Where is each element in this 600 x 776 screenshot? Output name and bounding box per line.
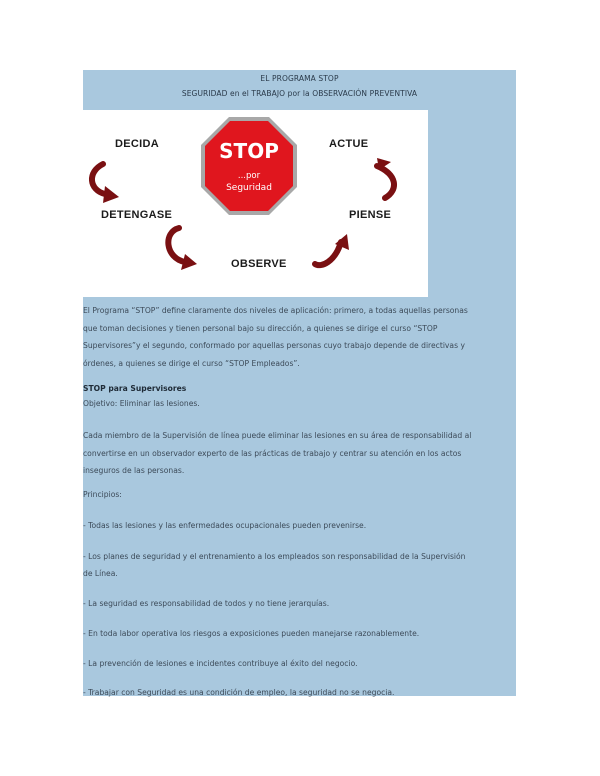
body-line: inseguros de las personas. xyxy=(83,466,185,475)
label-decida: DECIDA xyxy=(115,138,159,150)
label-actue: ACTUE xyxy=(329,138,369,150)
arrow-piense-icon xyxy=(377,166,394,198)
intro-paragraph xyxy=(83,302,513,372)
page-title: EL PROGRAMA STOP xyxy=(260,74,339,83)
intro-line: El Programa “STOP” define claramente dos niveles de aplicación: primero, a todas aquellas personas xyxy=(83,306,468,315)
section-title: STOP para Supervisores xyxy=(83,384,187,393)
label-detengase: DETENGASE xyxy=(101,209,173,221)
page-subtitle: SEGURIDAD en el TRABAJO por la OBSERVACIÓN PREVENTIVA xyxy=(181,89,418,98)
principles-label: Principios: xyxy=(83,490,122,499)
supervisors-section xyxy=(83,380,513,412)
intro-line: que toman decisiones y tienen personal bajo su dirección, a quienes se dirige el curso “STOP xyxy=(83,323,438,333)
principle-item: - Trabajar con Seguridad es una condición de empleo, la seguridad no se negocia. xyxy=(83,688,395,697)
body-line: Cada miembro de la Supervisión de línea puede eliminar las lesiones en su área de responsabilidad al xyxy=(83,431,472,440)
intro-line: Supervisores”y el segundo, conformado por aquellas personas cuyo trabajo depende de directivas y xyxy=(83,341,465,350)
label-piense: PIENSE xyxy=(349,209,392,221)
arrow-decida-icon xyxy=(92,164,105,194)
body-paragraph xyxy=(83,427,513,480)
principle-item: - Los planes de seguridad y el entrenamiento a los empleados son responsabilidad de la Supervisión xyxy=(83,552,466,561)
intro-line: órdenes, a quienes se dirige el curso “STOP Empleados”. xyxy=(83,358,300,368)
principle-item: - La seguridad es responsabilidad de todos y no tiene jerarquías. xyxy=(83,599,330,608)
stop-cycle-figure xyxy=(83,110,428,297)
arrow-observe-icon xyxy=(315,242,341,265)
principle-item-cont: de Línea. xyxy=(83,569,118,578)
principle-item: - Todas las lesiones y las enfermedades ocupacionales pueden prevenirse. xyxy=(83,521,367,530)
principle-item: - En toda labor operativa los riesgos a exposiciones pueden manejarse razonablemente. xyxy=(83,629,420,638)
stop-sign-sub2: Seguridad xyxy=(226,183,272,193)
objective-text: Objetivo: Eliminar las lesiones. xyxy=(83,398,200,408)
principle-item: - La prevención de lesiones e incidentes contribuye al éxito del negocio. xyxy=(83,659,358,668)
stop-sign-word: STOP xyxy=(219,139,279,163)
stop-sign-sub1: ...por xyxy=(237,171,261,181)
arrow-detengase-icon xyxy=(168,228,185,262)
body-line: convertirse en un observador experto de las prácticas de trabajo y centrar su atención en los actos xyxy=(83,448,462,458)
label-observe: OBSERVE xyxy=(231,258,287,270)
